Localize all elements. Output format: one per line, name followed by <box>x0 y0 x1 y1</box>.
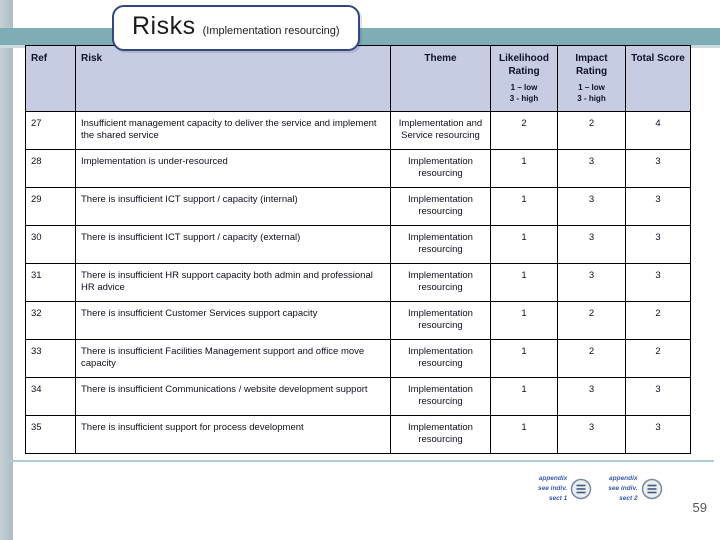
theme-cell: Implementation and Service resourcing <box>391 111 491 149</box>
impact-cell: 2 <box>558 339 626 377</box>
document-list-icon <box>570 478 592 500</box>
total-score-cell: 3 <box>626 149 691 187</box>
likelihood-cell: 1 <box>491 149 558 187</box>
total-score-cell: 3 <box>626 187 691 225</box>
theme-cell: Implementation resourcing <box>391 377 491 415</box>
impact-cell: 3 <box>558 225 626 263</box>
theme-cell: Implementation resourcing <box>391 415 491 453</box>
impact-cell: 2 <box>558 111 626 149</box>
col-header-ref: Ref <box>26 46 76 112</box>
document-list-icon <box>641 478 663 500</box>
ref-cell: 28 <box>26 149 76 187</box>
appendix-2-line2: see indiv. <box>608 484 638 492</box>
footer-divider-line <box>6 460 714 462</box>
appendix-1-line3: sect 1 <box>548 494 568 502</box>
appendix-link-2[interactable] <box>608 474 662 503</box>
top-accent-band <box>0 28 720 45</box>
table-row <box>26 225 691 263</box>
likelihood-cell: 1 <box>491 377 558 415</box>
impact-cell: 3 <box>558 415 626 453</box>
ref-cell: 32 <box>26 301 76 339</box>
total-score-cell: 3 <box>626 225 691 263</box>
impact-cell: 3 <box>558 263 626 301</box>
slide-title-bubble <box>112 5 360 51</box>
risk-cell: There is insufficient support for process development <box>76 415 391 453</box>
appendix-2-line1: appendix <box>609 475 638 482</box>
col-header-theme: Theme <box>391 46 491 112</box>
impact-cell: 3 <box>558 187 626 225</box>
risk-cell: There is insufficient ICT support / capacity (internal) <box>76 187 391 225</box>
impact-header-label: Impact Rating <box>575 53 608 77</box>
ref-cell: 27 <box>26 111 76 149</box>
table-header-row <box>26 46 691 112</box>
risk-table <box>25 45 691 454</box>
likelihood-cell: 1 <box>491 415 558 453</box>
risk-cell: There is insufficient ICT support / capacity (external) <box>76 225 391 263</box>
ref-cell: 33 <box>26 339 76 377</box>
page-subtitle: (Implementation resourcing) <box>202 25 340 37</box>
table-row <box>26 377 691 415</box>
theme-cell: Implementation resourcing <box>391 263 491 301</box>
ref-cell: 31 <box>26 263 76 301</box>
total-score-cell: 2 <box>626 339 691 377</box>
risk-cell: Insufficient management capacity to deliver the service and implement the shared service <box>76 111 391 149</box>
impact-cell: 2 <box>558 301 626 339</box>
likelihood-scale-note: 1 – low 3 - high <box>509 83 539 103</box>
total-score-cell: 3 <box>626 377 691 415</box>
ref-cell: 29 <box>26 187 76 225</box>
likelihood-cell: 1 <box>491 339 558 377</box>
appendix-1-text <box>538 474 567 503</box>
appendix-1-line2: see indiv. <box>538 484 568 492</box>
page-title: Risks <box>132 12 196 40</box>
theme-cell: Implementation resourcing <box>391 149 491 187</box>
appendix-link-1[interactable] <box>538 474 592 503</box>
risk-cell: There is insufficient Communications / website development support <box>76 377 391 415</box>
risk-cell: There is insufficient Customer Services support capacity <box>76 301 391 339</box>
likelihood-cell: 1 <box>491 187 558 225</box>
theme-cell: Implementation resourcing <box>391 225 491 263</box>
theme-cell: Implementation resourcing <box>391 301 491 339</box>
table-row <box>26 301 691 339</box>
ref-cell: 34 <box>26 377 76 415</box>
table-row <box>26 111 691 149</box>
risk-table-body <box>26 111 691 453</box>
risk-cell: There is insufficient Facilities Management support and office move capacity <box>76 339 391 377</box>
likelihood-cell: 2 <box>491 111 558 149</box>
likelihood-cell: 1 <box>491 225 558 263</box>
table-row <box>26 187 691 225</box>
table-row <box>26 149 691 187</box>
likelihood-header-label: Likelihood Rating <box>499 53 549 77</box>
theme-cell: Implementation resourcing <box>391 187 491 225</box>
col-header-likelihood <box>491 46 558 112</box>
theme-cell: Implementation resourcing <box>391 339 491 377</box>
appendix-2-line3: sect 2 <box>619 494 638 502</box>
table-row <box>26 263 691 301</box>
impact-scale-note: 1 – low 3 - high <box>577 83 606 103</box>
ref-cell: 30 <box>26 225 76 263</box>
total-score-cell: 3 <box>626 263 691 301</box>
impact-cell: 3 <box>558 149 626 187</box>
likelihood-cell: 1 <box>491 263 558 301</box>
total-score-cell: 2 <box>626 301 691 339</box>
table-row <box>26 415 691 453</box>
risk-cell: There is insufficient HR support capacity both admin and professional HR advice <box>76 263 391 301</box>
ref-cell: 35 <box>26 415 76 453</box>
risk-cell: Implementation is under-resourced <box>76 149 391 187</box>
left-accent-bar <box>0 0 13 540</box>
page-number: 59 <box>692 500 707 515</box>
impact-cell: 3 <box>558 377 626 415</box>
col-header-total-score: Total Score <box>626 46 691 112</box>
total-score-cell: 3 <box>626 415 691 453</box>
appendix-2-text <box>608 474 637 503</box>
col-header-risk: Risk <box>76 46 391 112</box>
appendix-links <box>538 474 663 503</box>
table-row <box>26 339 691 377</box>
appendix-1-line1: appendix <box>538 475 568 482</box>
col-header-impact <box>558 46 626 112</box>
likelihood-cell: 1 <box>491 301 558 339</box>
total-score-cell: 4 <box>626 111 691 149</box>
